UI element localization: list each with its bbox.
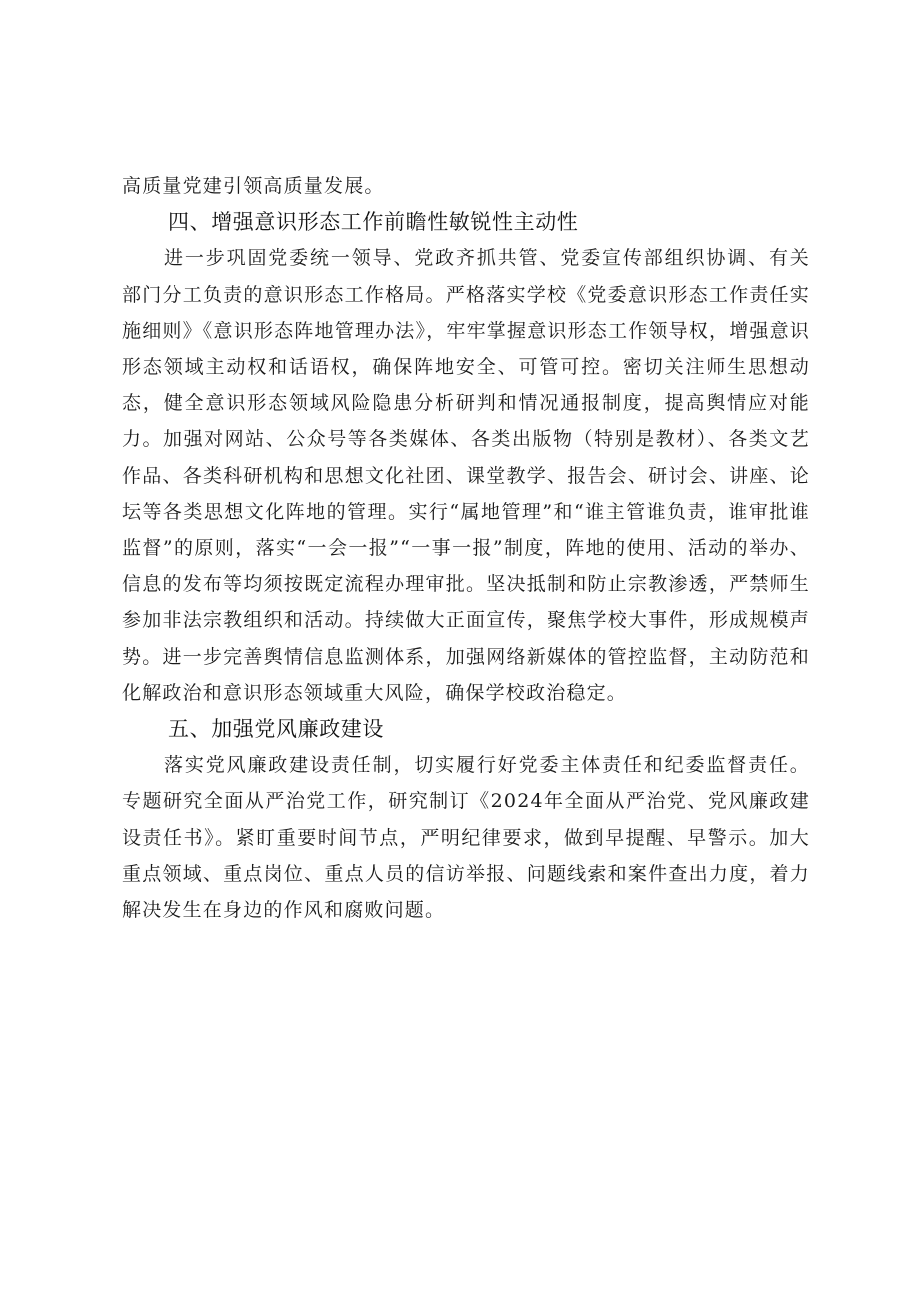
section-heading-5: 五、加强党风廉政建设 bbox=[168, 717, 384, 742]
section-5-paragraph: 落实党风廉政建设责任制，切实履行好党委主体责任和纪委监督责任。专题研究全面从严治党工作，研究制订《2024年全面从严治党、党风廉政建设责任书》。紧盯重要时间节点，严明纪律要求，做到早提醒、早警示。加大重点领域、重点岗位、重点人员的信访举报、问题线索和案件查出力度，着力解决发生在身边的作风和腐败问题。 bbox=[122, 754, 810, 922]
continuation-paragraph: 高质量党建引领高质量发展。 bbox=[122, 175, 385, 197]
section-4-paragraph: 进一步巩固党委统一领导、党政齐抓共管、党委宣传部组织协调、有关部门分工负责的意识形态工作格局。严格落实学校《党委意识形态工作责任实施细则》《意识形态阵地管理办法》，牢牢掌握意识形态工作领导权，增强意识形态领域主动权和话语权，确保阵地安全、可管可控。密切关注师生思想动态，健全意识形态领域风险隐患分析研判和情况通报制度，提高舆情应对能力。加强对网站、公众号等各类媒体、各类出版物（特别是教材）、各类文艺作品、各类科研机构和思想文化社团、课堂教学、报告会、研讨会、讲座、论坛等各类思想文化阵地的管理。实行“属地管理”和“谁主管谁负责，谁审批谁监督”的原则，落实“一会一报”“一事一报”制度，阵地的使用、活动的举办、信息的发布等均须按既定流程办理审批。坚决抵制和防止宗教渗透，严禁师生参加非法宗教组织和活动。持续做大正面宣传，聚焦学校大事件，形成规模声势。进一步完善舆情信息监测体系，加强网络新媒体的管控监督，主动防范和化解政治和意识形态领域重大风险，确保学校政治稳定。 bbox=[122, 247, 811, 704]
document-body bbox=[122, 168, 810, 928]
section-heading-4: 四、增强意识形态工作前瞻性敏锐性主动性 bbox=[168, 210, 579, 235]
